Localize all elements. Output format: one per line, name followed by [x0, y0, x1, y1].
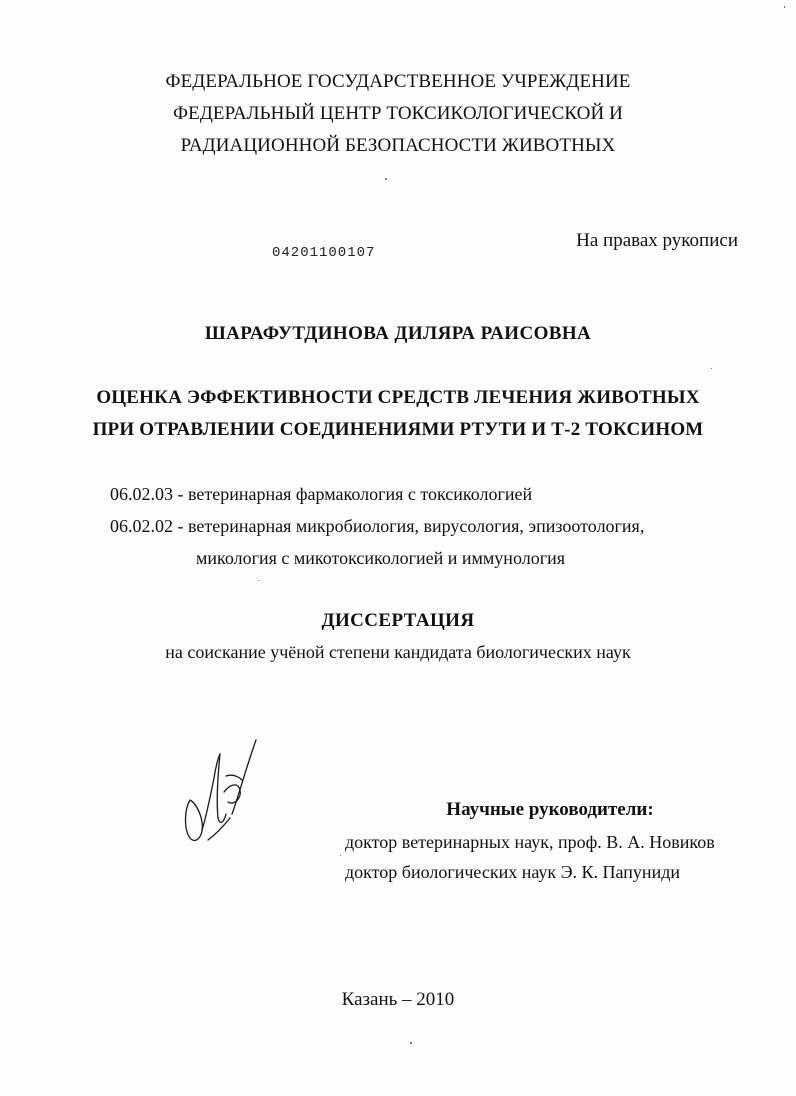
specialty-2-line-1: 06.02.02 - ветеринарная микробиология, вирусология, эпизоотология,: [110, 516, 645, 536]
scan-speck: [340, 855, 341, 856]
manuscript-note: На правах рукописи: [576, 230, 738, 251]
specialty-2-line-2: микология с микотоксикологией и иммунология: [196, 548, 565, 568]
institution-line-2: ФЕДЕРАЛЬНЫЙ ЦЕНТР ТОКСИКОЛОГИЧЕСКОЙ И: [173, 103, 623, 124]
specialty-1: 06.02.03 - ветеринарная фармакология с токсикологией: [110, 484, 533, 504]
institution-line-1: ФЕДЕРАЛЬНОЕ ГОСУДАРСТВЕННОЕ УЧРЕЖДЕНИЕ: [165, 71, 631, 92]
serial-number: 04201100107: [272, 245, 376, 261]
scan-speck: [385, 178, 387, 180]
author-name: ШАРАФУТДИНОВА ДИЛЯРА РАИСОВНА: [204, 323, 592, 344]
scan-speck: [410, 1042, 412, 1044]
signature-image: [180, 718, 262, 850]
scan-speck: [784, 6, 785, 8]
place-year: Казань – 2010: [341, 989, 455, 1010]
degree-statement: на соискание учёной степени кандидата биологических наук: [165, 642, 631, 662]
document-type: ДИССЕРТАЦИЯ: [321, 610, 475, 631]
supervisors-heading: Научные руководители:: [446, 799, 654, 820]
scan-speck: [711, 368, 712, 369]
supervisor-2: доктор биологических наук Э. К. Папуниди: [345, 862, 680, 882]
institution-line-3: РАДИАЦИОННОЙ БЕЗОПАСНОСТИ ЖИВОТНЫХ: [180, 135, 616, 156]
title-line-1: ОЦЕНКА ЭФФЕКТИВНОСТИ СРЕДСТВ ЛЕЧЕНИЯ ЖИВОТНЫХ: [96, 387, 700, 408]
supervisor-1: доктор ветеринарных наук, проф. В. А. Новиков: [345, 832, 715, 852]
scan-speck: [258, 580, 259, 581]
title-line-2: ПРИ ОТРАВЛЕНИИ СОЕДИНЕНИЯМИ РТУТИ И Т-2 ТОКСИНОМ: [92, 419, 704, 440]
